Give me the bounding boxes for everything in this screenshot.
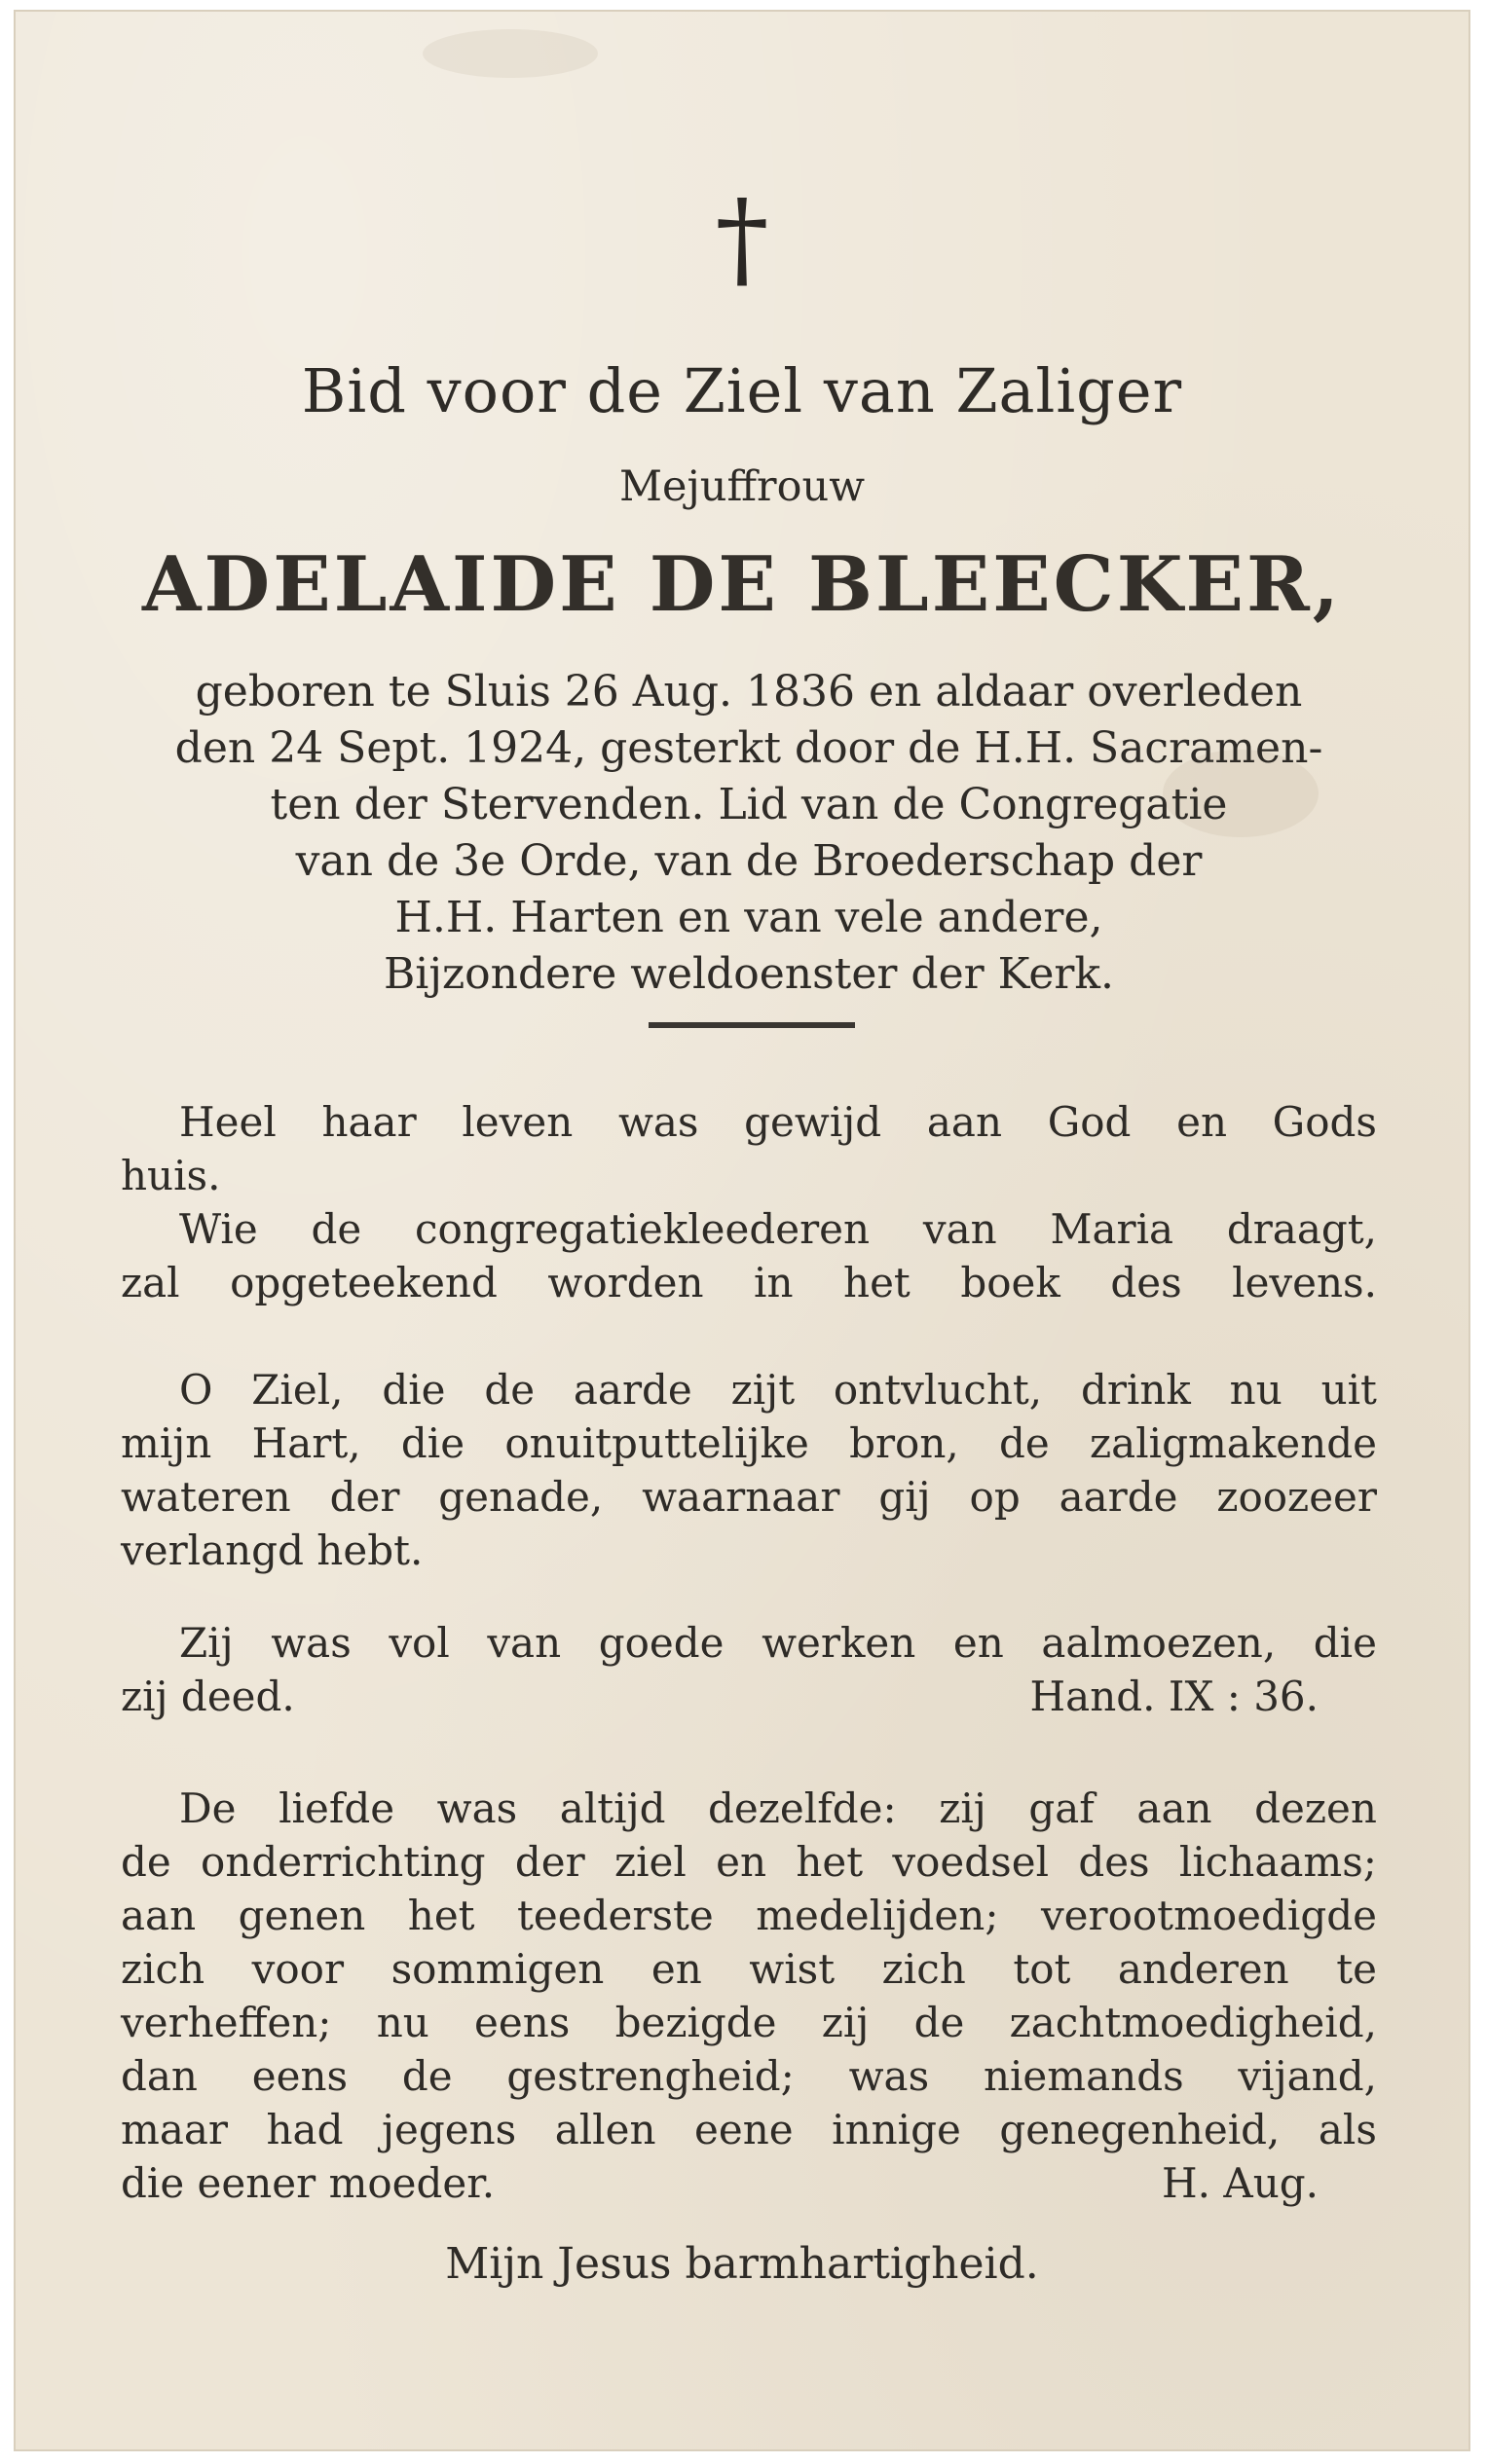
word: en (952, 1619, 1004, 1667)
word: ziel (613, 1838, 687, 1886)
word: waarnaar (642, 1473, 840, 1521)
biography (121, 664, 1377, 1003)
word: het (407, 1892, 475, 1939)
word: voedsel (892, 1838, 1050, 1886)
word: verheffen; (121, 1999, 332, 2046)
word: aan (121, 1892, 197, 1939)
author-reference: H. Aug. (1162, 2159, 1319, 2207)
bio-line: H.H. Harten en van vele andere, (394, 893, 1103, 942)
word: worden (547, 1259, 704, 1306)
word: wateren (121, 1473, 291, 1521)
text-line (121, 1363, 1377, 1416)
word: Hart, (251, 1419, 361, 1467)
word: zaligmakende (1090, 1419, 1377, 1467)
word: jegens (381, 2106, 517, 2153)
word: zij (939, 1784, 986, 1832)
word: des (1078, 1838, 1150, 1886)
word: aarde (1059, 1473, 1178, 1521)
word: was (271, 1619, 352, 1667)
word: dan (121, 2052, 198, 2100)
word: die (400, 1419, 465, 1467)
word: mijn (121, 1419, 212, 1467)
word: aan (926, 1098, 1003, 1146)
word: innige (832, 2106, 961, 2153)
divider-rule (649, 1022, 855, 1028)
closing-invocation: Mijn Jesus barmhartigheid. (445, 2239, 1039, 2289)
word: aarde (573, 1366, 692, 1414)
word: der (329, 1473, 400, 1521)
word: het (843, 1259, 911, 1306)
word: gestrengheid; (506, 2052, 795, 2100)
word: onderrichting (201, 1838, 486, 1886)
word: teederste (517, 1892, 714, 1939)
text-line (121, 1202, 1377, 1256)
word: vijand, (1238, 2052, 1377, 2100)
bio-line: van de 3e Orde, van de Broederschap der (295, 836, 1203, 886)
word: Zij (179, 1619, 234, 1667)
prayer-heading: Bid voor de Ziel van Zaliger (301, 355, 1183, 426)
paragraph-devotion (121, 1095, 1377, 1309)
bio-line: ten der Stervenden. Lid van de Congregatie (270, 780, 1228, 829)
bio-line: Bijzondere weldoenster der Kerk. (383, 949, 1115, 999)
word: zoozeer (1216, 1473, 1377, 1521)
word: ontvlucht, (833, 1366, 1043, 1414)
text-line (121, 1996, 1377, 2049)
word: de (311, 1205, 362, 1253)
word: des (1110, 1259, 1182, 1306)
word: gewijd (744, 1098, 882, 1146)
text-line: zij deed. (121, 1673, 295, 1720)
word: was (617, 1098, 699, 1146)
word: en (651, 1945, 702, 1993)
word: Heel (179, 1098, 277, 1146)
word: eens (474, 1999, 571, 2046)
word: zal (121, 1259, 180, 1306)
paragraph-good-works (121, 1616, 1377, 1723)
word: nu (376, 1999, 429, 2046)
text-line (121, 1095, 1377, 1149)
word: werken (762, 1619, 916, 1667)
text-line (121, 1782, 1377, 1835)
word: eene (694, 2106, 794, 2153)
text-line (121, 2049, 1377, 2103)
bio-line: geboren te Sluis 26 Aug. 1836 en aldaar overleden (195, 667, 1303, 717)
word: en (1176, 1098, 1227, 1146)
word: de (484, 1366, 536, 1414)
word: te (1336, 1945, 1377, 1993)
text-line (121, 1416, 1377, 1470)
word: genen (238, 1892, 366, 1939)
word: dezen (1254, 1784, 1377, 1832)
word: verootmoedigde (1040, 1892, 1377, 1939)
word: dezelfde: (708, 1784, 897, 1832)
word: op (969, 1473, 1021, 1521)
word: genade, (438, 1473, 604, 1521)
text-line-with-reference (121, 2156, 1377, 2210)
word: wist (749, 1945, 836, 1993)
word: opgeteekend (230, 1259, 498, 1306)
word: die (382, 1366, 446, 1414)
word: Wie (179, 1205, 258, 1253)
word: onuitputtelijke (504, 1419, 809, 1467)
word: haar (321, 1098, 417, 1146)
word: was (848, 2052, 930, 2100)
word: levens. (1232, 1259, 1377, 1306)
word: gaf (1028, 1784, 1095, 1832)
word: leven (462, 1098, 574, 1146)
word: zijt (730, 1366, 796, 1414)
word: O (179, 1366, 213, 1414)
word: zich (881, 1945, 966, 1993)
bio-line: den 24 Sept. 1924, gesterkt door de H.H. Sacramen- (174, 723, 1323, 773)
deceased-name: ADELAIDE DE BLEECKER, (142, 540, 1342, 629)
text-line (121, 2103, 1377, 2156)
word: sommigen (390, 1945, 605, 1993)
honorific: Mejuffrouw (619, 462, 865, 511)
word: zich (121, 1945, 205, 1993)
word: aan (1136, 1784, 1212, 1832)
word: De (179, 1784, 237, 1832)
word: aalmoezen, (1041, 1619, 1277, 1667)
word: Maria (1050, 1205, 1174, 1253)
text-line (121, 1256, 1377, 1309)
word: zij (821, 1999, 870, 2046)
paragraph-charity (121, 1782, 1377, 2210)
text-line-with-reference (121, 1670, 1377, 1723)
word: het (796, 1838, 864, 1886)
word: uit (1320, 1366, 1377, 1414)
cross-icon: † (715, 176, 769, 301)
word: van (487, 1619, 562, 1667)
word: altijd (559, 1784, 666, 1832)
word: liefde (279, 1784, 395, 1832)
text-line (121, 1889, 1377, 1942)
text-line: die eener moeder. (121, 2159, 496, 2207)
word: eens (251, 2052, 349, 2100)
word: de (999, 1419, 1050, 1467)
word: allen (554, 2106, 656, 2153)
text-line (121, 1616, 1377, 1670)
word: van (922, 1205, 997, 1253)
text-line: verlangd hebt. (121, 1526, 424, 1574)
word: de (121, 1838, 171, 1886)
word: Gods (1272, 1098, 1377, 1146)
word: die (1313, 1619, 1377, 1667)
word: nu (1229, 1366, 1283, 1414)
word: voor (251, 1945, 345, 1993)
word: goede (598, 1619, 725, 1667)
word: bron, (849, 1419, 959, 1467)
word: had (266, 2106, 344, 2153)
word: drink (1080, 1366, 1191, 1414)
word: in (754, 1259, 794, 1306)
paper-stain (423, 29, 598, 78)
memorial-card (14, 10, 1470, 2451)
word: vol (389, 1619, 450, 1667)
text-line (121, 1470, 1377, 1524)
text-line: huis. (121, 1152, 221, 1199)
scripture-reference: Hand. IX : 36. (1029, 1673, 1319, 1720)
word: genegenheid, (999, 2106, 1281, 2153)
word: niemands (983, 2052, 1184, 2100)
word: de (913, 1999, 965, 2046)
word: maar (121, 2106, 228, 2153)
word: der (514, 1838, 585, 1886)
word: zachtmoedigheid, (1009, 1999, 1377, 2046)
word: lichaams; (1178, 1838, 1377, 1886)
word: boek (960, 1259, 1060, 1306)
text-line (121, 1942, 1377, 1996)
word: gij (878, 1473, 931, 1521)
word: tot (1013, 1945, 1071, 1993)
word: draagt, (1226, 1205, 1377, 1253)
word: anderen (1117, 1945, 1289, 1993)
paragraph-prayer (121, 1363, 1377, 1577)
word: en (716, 1838, 767, 1886)
text-line (121, 1835, 1377, 1889)
word: medelijden; (756, 1892, 999, 1939)
word: Ziel, (251, 1366, 344, 1414)
word: als (1318, 2106, 1377, 2153)
word: God (1047, 1098, 1132, 1146)
word: de (401, 2052, 453, 2100)
word: bezigde (614, 1999, 777, 2046)
word: was (436, 1784, 518, 1832)
word: congregatiekleederen (415, 1205, 871, 1253)
